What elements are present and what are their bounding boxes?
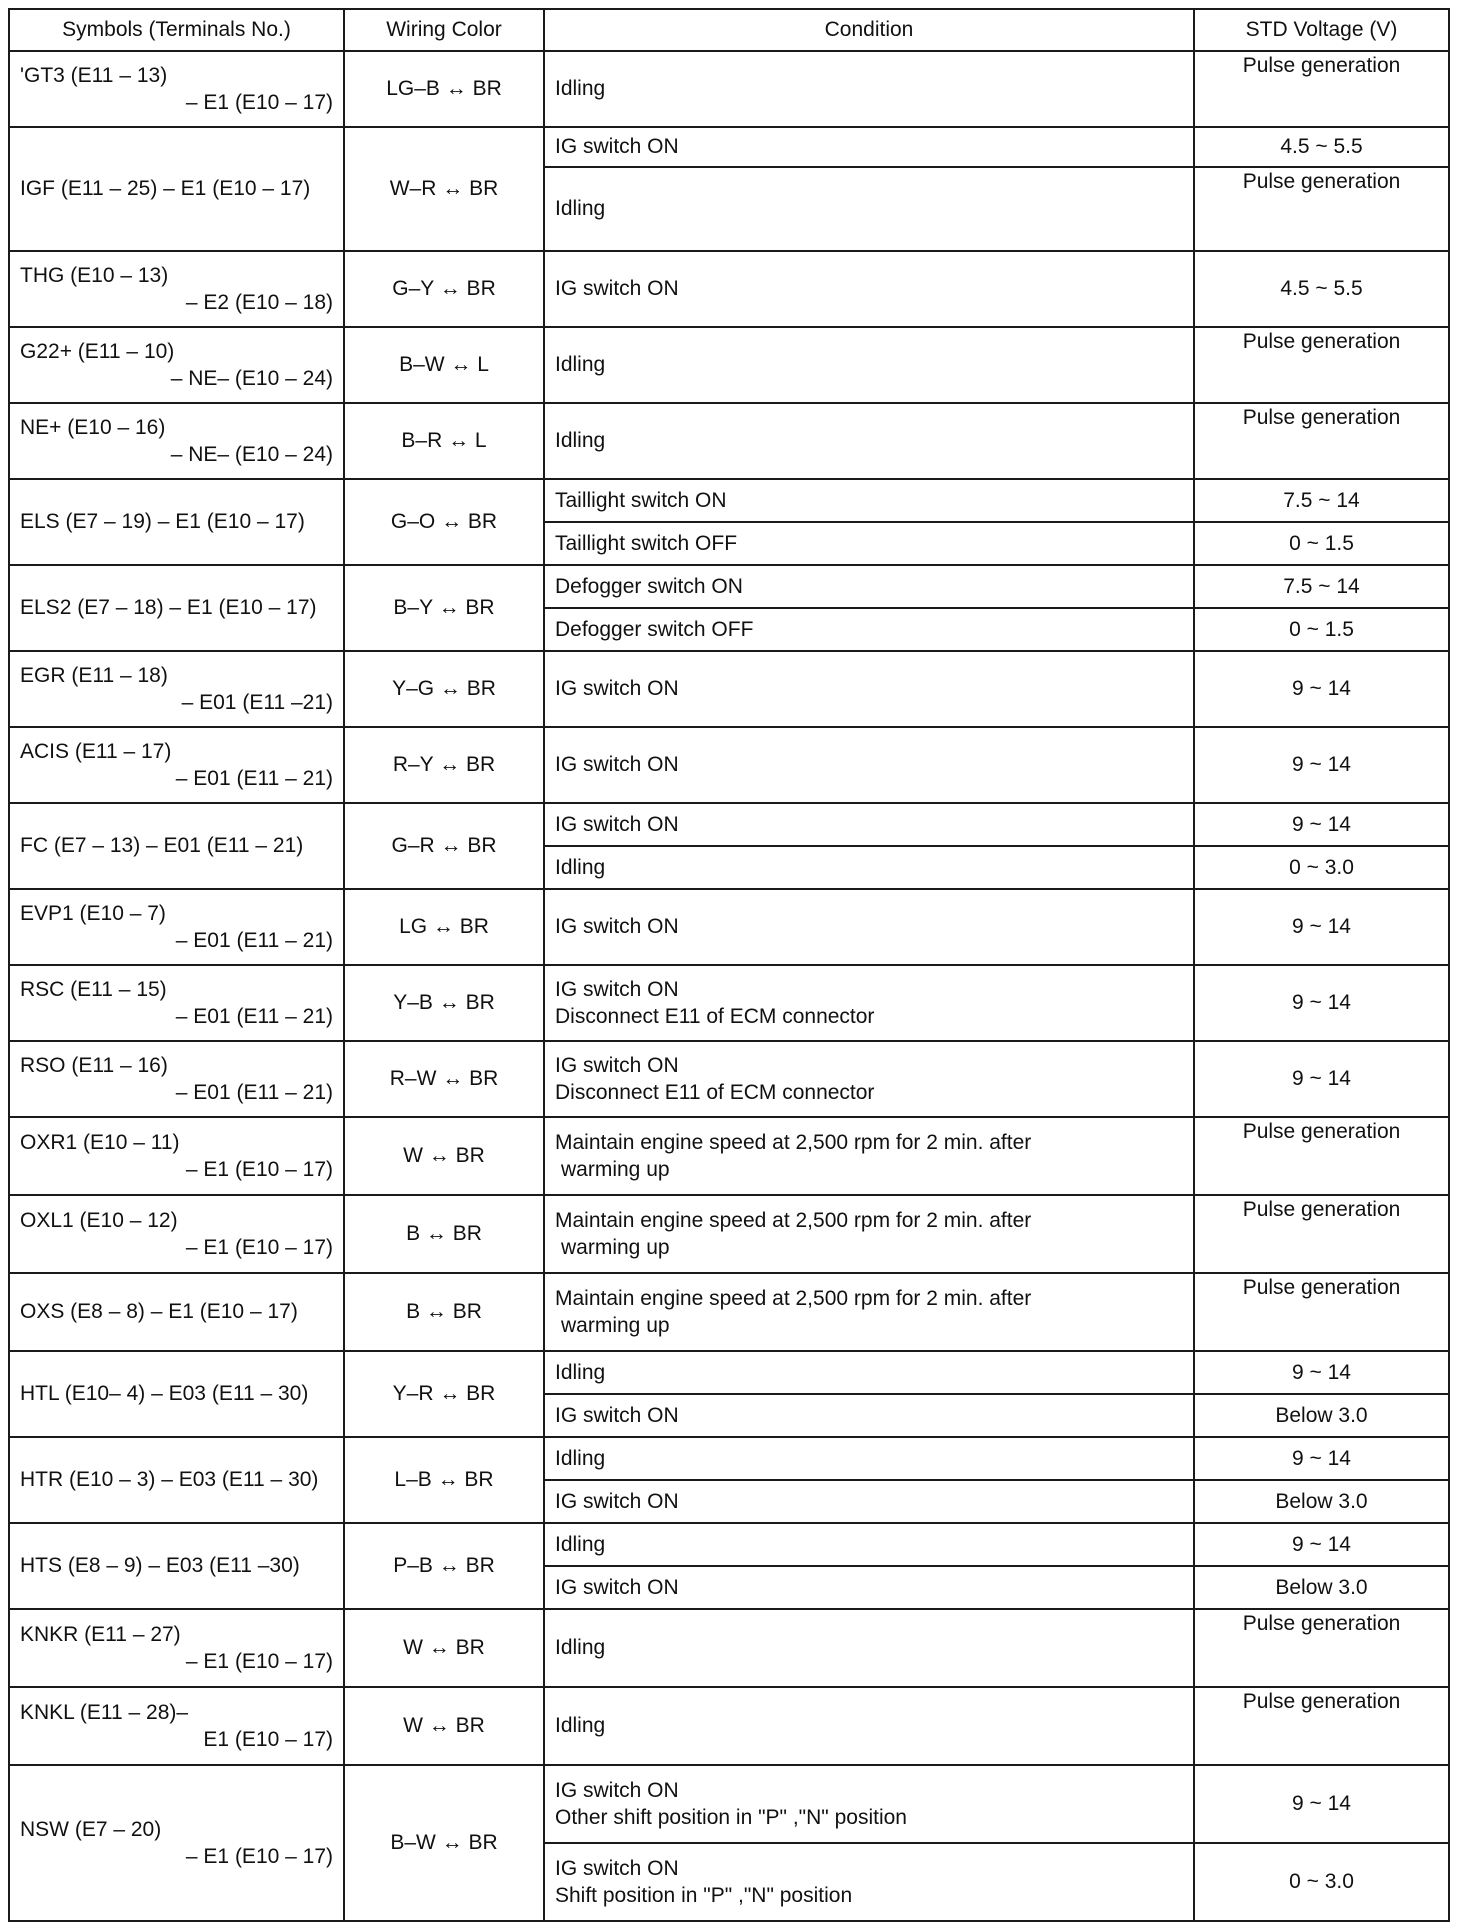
wiring-color-cell: W ↔ BR: [344, 1609, 544, 1687]
terminal-symbol-cell: [9, 403, 344, 479]
terminal-symbol-line-1: IGF (E11 – 25) – E1 (E10 – 17): [20, 177, 311, 201]
condition-line: warming up: [561, 1236, 670, 1259]
table-row: [9, 1195, 1449, 1273]
terminal-symbol-cell: [9, 889, 344, 965]
std-voltage-cell: 4.5 ~ 5.5: [1194, 127, 1449, 167]
terminal-symbol-line-1: HTR (E10 – 3) – E03 (E11 – 30): [20, 1468, 319, 1492]
terminal-symbol-line-2: – E1 (E10 – 17): [185, 1650, 333, 1673]
std-voltage-cell: Pulse generation: [1194, 51, 1449, 127]
condition-line: Idling: [555, 197, 606, 221]
condition-cell: [544, 565, 1194, 608]
condition-line: Disconnect E11 of ECM connector: [555, 1081, 875, 1104]
wiring-color-cell: G–R ↔ BR: [344, 803, 544, 889]
std-voltage-cell: 9 ~ 14: [1194, 651, 1449, 727]
terminal-symbol-line-2: – E1 (E10 – 17): [185, 1236, 333, 1259]
table-row: [9, 965, 1449, 1041]
condition-line: IG switch ON: [555, 1403, 679, 1427]
std-voltage-cell: 0 ~ 3.0: [1194, 1843, 1449, 1921]
terminal-symbol-line-1: THG (E10 – 13): [20, 263, 169, 287]
header-wiring-color: Wiring Color: [344, 9, 544, 51]
std-voltage-cell: Pulse generation: [1194, 1273, 1449, 1351]
condition-line: Taillight switch ON: [555, 488, 727, 512]
table-row: [9, 651, 1449, 727]
condition-line: Defogger switch OFF: [555, 617, 754, 641]
condition-cell: [544, 1273, 1194, 1351]
table-row: [9, 1351, 1449, 1394]
condition-cell: [544, 1480, 1194, 1523]
condition-cell: [544, 1523, 1194, 1566]
table-row: [9, 1609, 1449, 1687]
terminal-symbol-line-1: 'GT3 (E11 – 13): [20, 63, 168, 87]
condition-cell: [544, 1566, 1194, 1609]
condition-line: Defogger switch ON: [555, 574, 743, 598]
wiring-color-cell: Y–G ↔ BR: [344, 651, 544, 727]
condition-cell: [544, 803, 1194, 846]
terminal-symbol-cell: [9, 1195, 344, 1273]
condition-line: Maintain engine speed at 2,500 rpm for 2 min. after: [555, 1130, 1032, 1154]
condition-line: Idling: [555, 77, 606, 101]
wiring-color-cell: Y–B ↔ BR: [344, 965, 544, 1041]
condition-line: IG switch ON: [555, 812, 679, 836]
condition-cell: [544, 167, 1194, 251]
terminal-symbol-line-1: ACIS (E11 – 17): [20, 739, 172, 763]
condition-cell: [544, 1843, 1194, 1921]
terminal-symbol-cell: [9, 1437, 344, 1523]
condition-line: Idling: [555, 1446, 606, 1470]
header-condition: Condition: [544, 9, 1194, 51]
terminal-symbol-line-1: RSC (E11 – 15): [20, 977, 167, 1001]
condition-line: Idling: [555, 1714, 606, 1738]
condition-cell: [544, 1765, 1194, 1843]
terminal-symbol-cell: [9, 1609, 344, 1687]
terminal-symbol-line-2: – E1 (E10 – 17): [185, 91, 333, 114]
table-row: [9, 251, 1449, 327]
std-voltage-cell: 0 ~ 1.5: [1194, 522, 1449, 565]
terminal-symbol-cell: [9, 1273, 344, 1351]
condition-line: warming up: [561, 1314, 670, 1337]
std-voltage-cell: 9 ~ 14: [1194, 1351, 1449, 1394]
wiring-color-cell: B–W ↔ BR: [344, 1765, 544, 1921]
wiring-color-cell: B ↔ BR: [344, 1273, 544, 1351]
std-voltage-cell: 9 ~ 14: [1194, 1437, 1449, 1480]
condition-line: Maintain engine speed at 2,500 rpm for 2 min. after: [555, 1208, 1032, 1232]
terminal-symbol-cell: [9, 651, 344, 727]
condition-cell: [544, 1117, 1194, 1195]
terminal-symbol-cell: [9, 51, 344, 127]
condition-cell: [544, 727, 1194, 803]
wiring-color-cell: P–B ↔ BR: [344, 1523, 544, 1609]
condition-cell: [544, 1041, 1194, 1117]
header-std-voltage: STD Voltage (V): [1194, 9, 1449, 51]
terminal-symbol-line-2: – E1 (E10 – 17): [185, 1845, 333, 1868]
condition-line: IG switch ON: [555, 135, 679, 159]
terminal-symbol-line-2: E1 (E10 – 17): [203, 1728, 333, 1751]
condition-line: Idling: [555, 855, 606, 879]
terminal-symbol-line-2: – E01 (E11 – 21): [175, 1005, 333, 1028]
condition-cell: [544, 965, 1194, 1041]
wiring-color-cell: G–O ↔ BR: [344, 479, 544, 565]
terminal-symbol-cell: [9, 565, 344, 651]
std-voltage-cell: Pulse generation: [1194, 327, 1449, 403]
std-voltage-cell: Pulse generation: [1194, 403, 1449, 479]
table-row: [9, 327, 1449, 403]
condition-line: Idling: [555, 1532, 606, 1556]
std-voltage-cell: 7.5 ~ 14: [1194, 565, 1449, 608]
wiring-color-cell: B–Y ↔ BR: [344, 565, 544, 651]
wiring-color-cell: Y–R ↔ BR: [344, 1351, 544, 1437]
terminal-symbol-line-1: OXS (E8 – 8) – E1 (E10 – 17): [20, 1300, 298, 1324]
table-row: [9, 1437, 1449, 1480]
std-voltage-cell: 9 ~ 14: [1194, 1765, 1449, 1843]
wiring-color-cell: L–B ↔ BR: [344, 1437, 544, 1523]
condition-cell: [544, 846, 1194, 889]
wiring-color-cell: R–Y ↔ BR: [344, 727, 544, 803]
terminal-symbol-line-1: OXL1 (E10 – 12): [20, 1208, 178, 1232]
terminal-symbol-line-2: – E01 (E11 – 21): [175, 767, 333, 790]
std-voltage-cell: 9 ~ 14: [1194, 889, 1449, 965]
std-voltage-cell: 7.5 ~ 14: [1194, 479, 1449, 522]
table-row: [9, 1041, 1449, 1117]
std-voltage-cell: Pulse generation: [1194, 1609, 1449, 1687]
condition-line: Shift position in "P" ,"N" position: [555, 1884, 853, 1907]
wiring-color-cell: LG ↔ BR: [344, 889, 544, 965]
std-voltage-cell: Pulse generation: [1194, 1117, 1449, 1195]
terminal-symbol-cell: [9, 251, 344, 327]
table-row: [9, 479, 1449, 522]
std-voltage-cell: 0 ~ 1.5: [1194, 608, 1449, 651]
wiring-color-cell: G–Y ↔ BR: [344, 251, 544, 327]
terminal-symbol-cell: [9, 1117, 344, 1195]
std-voltage-cell: Pulse generation: [1194, 1687, 1449, 1765]
condition-line: IG switch ON: [555, 915, 679, 939]
terminal-symbol-line-1: NE+ (E10 – 16): [20, 415, 166, 439]
condition-cell: [544, 1394, 1194, 1437]
std-voltage-cell: Pulse generation: [1194, 1195, 1449, 1273]
terminal-symbol-line-1: HTS (E8 – 9) – E03 (E11 –30): [20, 1554, 300, 1578]
condition-line: IG switch ON: [555, 977, 679, 1001]
condition-line: IG switch ON: [555, 277, 679, 301]
condition-line: IG switch ON: [555, 1778, 679, 1802]
condition-line: IG switch ON: [555, 1575, 679, 1599]
wiring-color-cell: LG–B ↔ BR: [344, 51, 544, 127]
condition-line: Disconnect E11 of ECM connector: [555, 1005, 875, 1028]
condition-cell: [544, 327, 1194, 403]
terminal-symbol-line-1: EVP1 (E10 – 7): [20, 901, 166, 925]
wiring-color-cell: B–W ↔ L: [344, 327, 544, 403]
condition-line: Idling: [555, 353, 606, 377]
std-voltage-cell: 9 ~ 14: [1194, 1523, 1449, 1566]
terminal-symbol-line-2: – NE– (E10 – 24): [170, 367, 333, 390]
std-voltage-cell: 9 ~ 14: [1194, 965, 1449, 1041]
std-voltage-cell: 9 ~ 14: [1194, 727, 1449, 803]
terminal-symbol-line-1: NSW (E7 – 20): [20, 1817, 162, 1841]
condition-cell: [544, 1609, 1194, 1687]
condition-line: Other shift position in "P" ,"N" position: [555, 1806, 907, 1829]
std-voltage-cell: Below 3.0: [1194, 1566, 1449, 1609]
table-row: [9, 803, 1449, 846]
condition-cell: [544, 251, 1194, 327]
header-symbols: Symbols (Terminals No.): [9, 9, 344, 51]
condition-line: Taillight switch OFF: [555, 531, 738, 555]
condition-cell: [544, 1687, 1194, 1765]
terminal-symbol-line-1: KNKL (E11 – 28)–: [20, 1700, 189, 1724]
terminal-symbol-cell: [9, 965, 344, 1041]
condition-cell: [544, 403, 1194, 479]
terminal-symbol-cell: [9, 479, 344, 565]
condition-line: IG switch ON: [555, 1856, 679, 1880]
terminal-symbol-cell: [9, 127, 344, 251]
terminal-symbol-line-1: EGR (E11 – 18): [20, 663, 168, 687]
condition-line: Idling: [555, 429, 606, 453]
std-voltage-cell: 4.5 ~ 5.5: [1194, 251, 1449, 327]
table-row: [9, 1765, 1449, 1843]
terminal-symbol-line-1: RSO (E11 – 16): [20, 1053, 168, 1077]
condition-cell: [544, 651, 1194, 727]
table-row: [9, 889, 1449, 965]
header-row: [9, 9, 1449, 51]
condition-line: IG switch ON: [555, 1053, 679, 1077]
terminal-symbol-cell: [9, 327, 344, 403]
table-row: [9, 727, 1449, 803]
condition-cell: [544, 608, 1194, 651]
condition-line: IG switch ON: [555, 753, 679, 777]
terminal-symbol-cell: [9, 727, 344, 803]
terminal-symbol-line-2: – E01 (E11 – 21): [175, 1081, 333, 1104]
terminal-symbol-cell: [9, 1351, 344, 1437]
table-row: [9, 1273, 1449, 1351]
wiring-color-cell: R–W ↔ BR: [344, 1041, 544, 1117]
table-row: [9, 51, 1449, 127]
condition-line: Idling: [555, 1636, 606, 1660]
std-voltage-cell: 9 ~ 14: [1194, 1041, 1449, 1117]
wiring-color-cell: W ↔ BR: [344, 1687, 544, 1765]
terminal-symbol-line-1: KNKR (E11 – 27): [20, 1622, 181, 1646]
terminal-symbol-cell: [9, 1523, 344, 1609]
condition-line: warming up: [561, 1158, 670, 1181]
condition-line: Idling: [555, 1360, 606, 1384]
terminal-symbol-line-1: ELS2 (E7 – 18) – E1 (E10 – 17): [20, 596, 317, 620]
std-voltage-cell: 0 ~ 3.0: [1194, 846, 1449, 889]
std-voltage-cell: Below 3.0: [1194, 1480, 1449, 1523]
condition-cell: [544, 522, 1194, 565]
terminal-symbol-line-2: – E2 (E10 – 18): [185, 291, 333, 314]
terminal-symbol-cell: [9, 1041, 344, 1117]
table-row: [9, 1117, 1449, 1195]
terminal-symbol-cell: [9, 1765, 344, 1921]
wiring-color-cell: B ↔ BR: [344, 1195, 544, 1273]
table-row: [9, 565, 1449, 608]
terminal-symbol-cell: [9, 803, 344, 889]
wiring-color-cell: B–R ↔ L: [344, 403, 544, 479]
condition-cell: [544, 889, 1194, 965]
terminal-symbol-line-1: OXR1 (E10 – 11): [20, 1130, 180, 1154]
table-row: [9, 1523, 1449, 1566]
condition-line: Maintain engine speed at 2,500 rpm for 2 min. after: [555, 1286, 1032, 1310]
terminal-symbol-line-2: – E01 (E11 – 21): [175, 929, 333, 952]
table-row: [9, 403, 1449, 479]
condition-cell: [544, 51, 1194, 127]
table-row: [9, 127, 1449, 167]
condition-line: IG switch ON: [555, 1489, 679, 1513]
condition-cell: [544, 479, 1194, 522]
condition-cell: [544, 1195, 1194, 1273]
terminal-symbol-line-1: G22+ (E11 – 10): [20, 339, 175, 363]
terminal-symbol-line-1: HTL (E10– 4) – E03 (E11 – 30): [20, 1382, 309, 1406]
table-body: [9, 51, 1449, 1921]
terminal-symbol-line-2: – E1 (E10 – 17): [185, 1158, 333, 1181]
std-voltage-cell: 9 ~ 14: [1194, 803, 1449, 846]
std-voltage-cell: Pulse generation: [1194, 167, 1449, 251]
voltage-spec-table: [8, 8, 1450, 1922]
condition-cell: [544, 1351, 1194, 1394]
terminal-symbol-line-1: ELS (E7 – 19) – E1 (E10 – 17): [20, 510, 305, 534]
terminal-symbol-line-2: – E01 (E11 –21): [181, 691, 333, 714]
wiring-color-cell: W–R ↔ BR: [344, 127, 544, 251]
terminal-symbol-cell: [9, 1687, 344, 1765]
wiring-color-cell: W ↔ BR: [344, 1117, 544, 1195]
condition-cell: [544, 127, 1194, 167]
terminal-symbol-line-2: – NE– (E10 – 24): [170, 443, 333, 466]
condition-line: IG switch ON: [555, 677, 679, 701]
std-voltage-cell: Below 3.0: [1194, 1394, 1449, 1437]
terminal-symbol-line-1: FC (E7 – 13) – E01 (E11 – 21): [20, 834, 304, 858]
table-row: [9, 1687, 1449, 1765]
condition-cell: [544, 1437, 1194, 1480]
